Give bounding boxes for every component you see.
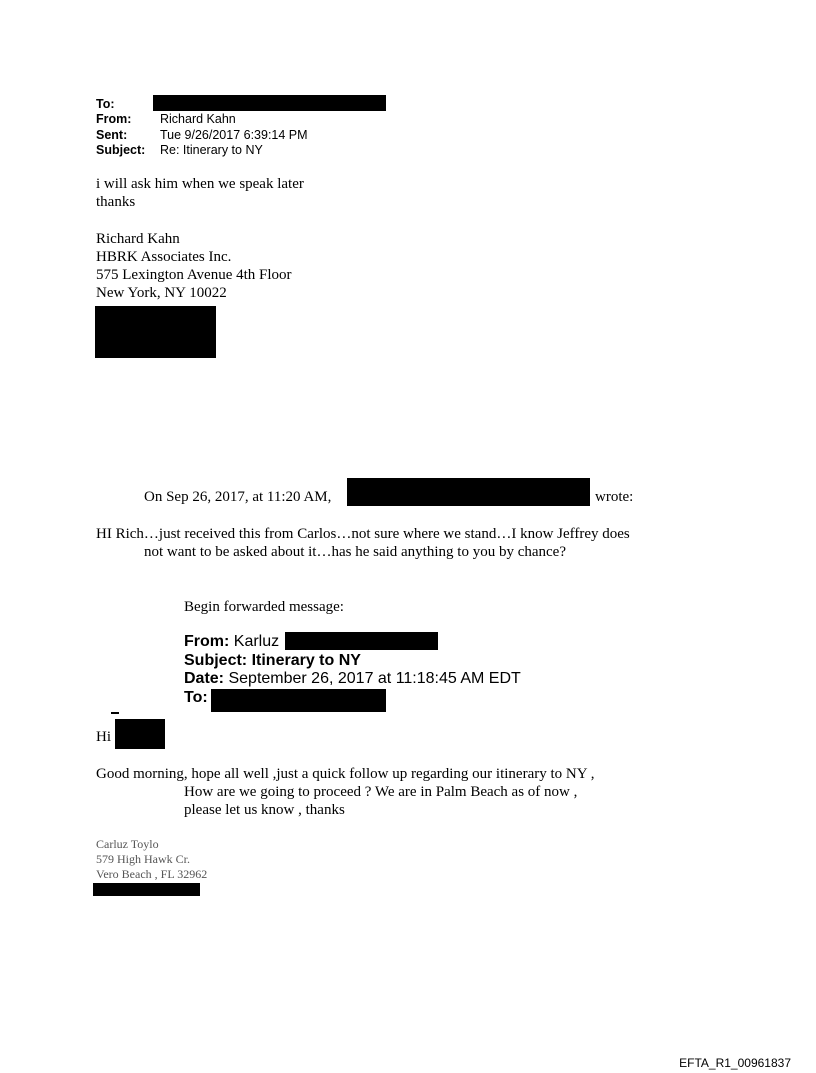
- sent-label: Sent:: [96, 128, 128, 142]
- forwarded-subject-label: Subject:: [184, 652, 248, 669]
- divider-mark: [111, 712, 119, 714]
- subject-value: Re: Itinerary to NY: [160, 143, 263, 157]
- forwarded-from: [184, 633, 279, 652]
- redaction-quoted-sender: [347, 478, 590, 506]
- inner-message-line-2: How are we going to proceed ? We are in Palm Beach as of now ,: [184, 784, 578, 800]
- redaction-to: [153, 95, 386, 111]
- forwarded-from-label: From:: [184, 633, 230, 650]
- inner-message-line-3: please let us know , thanks: [184, 802, 345, 818]
- forwarded-date-label: Date:: [184, 670, 225, 687]
- to-label: To:: [96, 97, 115, 111]
- forwarded-from-value: Karluz: [233, 633, 280, 650]
- subject-label: Subject:: [96, 143, 146, 157]
- forwarded-subject-value: Itinerary to NY: [251, 652, 361, 669]
- document-id: EFTA_R1_00961837: [679, 1056, 791, 1070]
- quoted-message-line-2: not want to be asked about it…has he said anything to you by chance?: [144, 544, 566, 560]
- reply-line-2: thanks: [96, 194, 136, 210]
- redaction-forwarded-from-email: [285, 632, 438, 650]
- sender-address-2: Vero Beach , FL 32962: [96, 867, 208, 881]
- quoted-attribution-prefix: On Sep 26, 2017, at 11:20 AM,: [144, 489, 332, 505]
- redaction-sender-phone: [93, 883, 200, 896]
- greeting: Hi: [96, 729, 111, 745]
- signature-address-1: 575 Lexington Avenue 4th Floor: [96, 267, 292, 283]
- forwarded-date: [184, 670, 521, 689]
- signature-name: Richard Kahn: [96, 231, 180, 247]
- sender-signature: [96, 837, 207, 882]
- forwarded-date-value: September 26, 2017 at 11:18:45 AM EDT: [228, 670, 521, 687]
- forwarded-to: [184, 689, 208, 708]
- forwarded-subject: [184, 652, 361, 671]
- from-label: From:: [96, 112, 132, 126]
- sent-value: Tue 9/26/2017 6:39:14 PM: [160, 128, 308, 142]
- redaction-forwarded-to: [211, 689, 386, 712]
- reply-line-1: i will ask him when we speak later: [96, 176, 304, 192]
- redaction-greeting-name: [115, 719, 165, 749]
- forwarded-intro: Begin forwarded message:: [184, 599, 344, 615]
- quoted-attribution-suffix: wrote:: [595, 489, 634, 505]
- sender-address-1: 579 High Hawk Cr.: [96, 852, 190, 866]
- sender-name: Carluz Toylo: [96, 837, 159, 851]
- signature-company: HBRK Associates Inc.: [96, 249, 232, 265]
- reply-body: [96, 175, 304, 211]
- signature-block: [96, 230, 292, 302]
- inner-message-line-1: Good morning, hope all well ,just a quick follow up regarding our itinerary to NY ,: [96, 766, 595, 782]
- quoted-message-line-1: HI Rich…just received this from Carlos…not sure where we stand…I know Jeffrey does: [96, 526, 630, 542]
- signature-address-2: New York, NY 10022: [96, 285, 227, 301]
- redaction-signature-contact: [95, 306, 216, 358]
- forwarded-to-label: To:: [184, 689, 208, 706]
- from-value: Richard Kahn: [160, 112, 236, 126]
